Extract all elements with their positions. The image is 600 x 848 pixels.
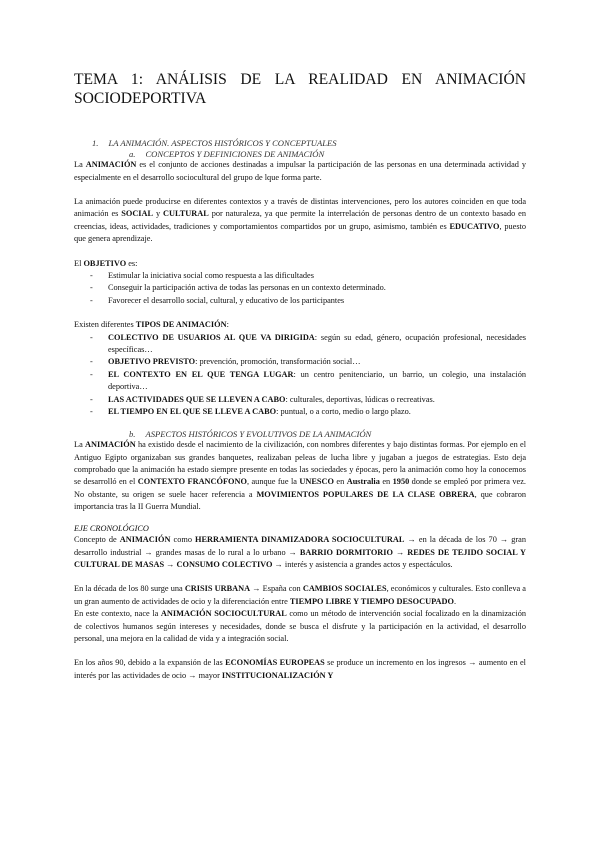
list-item	[74, 369, 526, 394]
bold-term: CONSUMO COLECTIVO	[176, 559, 273, 569]
text: en	[333, 477, 347, 487]
bold-term: MOVIMIENTOS POPULARES DE LA CLASE OBRERA	[256, 489, 475, 499]
text: es:	[126, 258, 138, 268]
subsection-heading-a	[74, 149, 526, 160]
paragraph-80s	[74, 583, 526, 608]
text: es el conjunto de acciones destinadas a impulsar la participación de las personas en una determinada actividad y especialmente en el desarrollo sociocultural del grupo de lque forma parte.	[74, 160, 527, 182]
page-title: TEMA 1: ANÁLISIS DE LA REALIDAD EN ANIMACIÓN SOCIODEPORTIVA	[74, 71, 526, 107]
list-item-text: : un centro penitenciario, un barrio, un colegio, una instalación deportiva…	[108, 369, 526, 392]
text: En los años 90, debido a la expansión de las	[74, 658, 226, 668]
list-item	[74, 356, 526, 368]
paragraph-tipos	[74, 319, 526, 331]
text: , aunque fue la	[246, 477, 300, 487]
list-item-text: : según su edad, género, ocupación profesional, necesidades específicas…	[108, 332, 526, 355]
list-item-text: : prevención, promoción, transformación social…	[195, 357, 361, 367]
list-item	[74, 394, 526, 406]
text: ha existido desde el nacimiento de la civilización, con nombres diferentes y bajo distintas formas. Por ejemplo en el Antiguo Egipto organizaban sus grandes banquetes, realizaban peleas de lucha libre y jugaban a juegos de estrategias. Esto deja comprobado que la animación ha estado siempre presente en todas las sociedades y épocas, pero la animación como hoy la conocemos se desarrolló en el	[74, 440, 526, 487]
bold-term: CONTEXTO FRANCÓFONO	[137, 477, 247, 487]
subsection-letter: a.	[129, 148, 136, 159]
paragraph-objetivo	[74, 258, 526, 270]
section-title: LA ANIMACIÓN. ASPECTOS HISTÓRICOS Y CONCEPTUALES	[108, 138, 337, 148]
text: El	[74, 258, 84, 268]
dash-bullet: -	[90, 394, 93, 404]
bold-term: UNESCO	[299, 477, 334, 487]
dash-bullet: -	[90, 295, 93, 305]
bold-term: OBJETIVO	[83, 258, 127, 268]
list-item-text: : culturales, deportivas, lúdicas o recreativas.	[285, 394, 435, 404]
bold-term: INSTITUCIONALIZACIÓN Y	[221, 670, 334, 680]
list-item	[74, 295, 526, 307]
text: Existen diferentes	[74, 320, 136, 330]
bold-term: REDES DE TEJIDO SOCIAL Y CULTURAL DE MASAS	[74, 547, 527, 569]
bold-term: SOCIAL	[121, 209, 154, 219]
text: como un método de intervención social focalizado en la dinamización de colectivos humanos según intereses y necesidades, donde se busca el disfrute y la participación en la actividad, el desarrollo personal, una mejora en la calidad de vida y a integración social.	[74, 609, 526, 643]
bold-term: ANIMACIÓN	[85, 440, 136, 450]
eje-cronologico-heading: EJE CRONOLÓGICO	[74, 523, 149, 533]
text: :	[226, 320, 229, 330]
paragraph-sociocultural	[74, 608, 526, 645]
list-item	[74, 270, 526, 282]
bold-term: EDUCATIVO	[449, 221, 500, 231]
text: →	[164, 559, 177, 569]
text: Concepto de	[74, 535, 120, 545]
text: donde se empleó por primera vez. No obstante, su origen se suele hacer referencia a	[74, 477, 526, 499]
bold-term: CAMBIOS SOCIALES	[302, 584, 387, 594]
text: → España con	[250, 584, 303, 594]
paragraph-70s	[74, 534, 526, 571]
dash-bullet: -	[90, 407, 93, 417]
bold-term: ANIMACIÓN SOCIOCULTURAL	[160, 609, 287, 619]
text: , económicos y culturales. Esto conlleva a un gran aumento de actividades de ocio y la diferenciación entre	[74, 584, 526, 606]
bold-term: ANIMACIÓN	[85, 160, 137, 170]
bold-term: EL TIEMPO EN EL QUE SE LLEVE A CABO	[108, 407, 277, 417]
objetivo-list	[74, 270, 526, 307]
bold-term: ECONOMÍAS EUROPEAS	[225, 658, 325, 668]
bold-term: COLECTIVO DE USUARIOS AL QUE VA DIRIGIDA	[108, 332, 315, 342]
dash-bullet: -	[90, 332, 93, 342]
subsection-title: CONCEPTOS Y DEFINICIONES DE ANIMACIÓN	[145, 148, 325, 159]
text: se produce un incremento en los ingresos → aumento en el interés por las actividades de ocio → mayor	[74, 658, 526, 680]
bold-term: 1950	[392, 477, 410, 487]
text: La animación puede producirse en diferentes contextos y a través de distintas intervenciones, pero los autores coinciden en que toda animación es	[74, 197, 526, 219]
bold-term: LAS ACTIVIDADES QUE SE LLEVEN A CABO	[108, 394, 286, 404]
paragraph-contexts	[74, 196, 526, 246]
text: , puesto que genera aprendizaje.	[74, 221, 527, 244]
bold-term: TIEMPO LIBRE Y TIEMPO DESOCUPADO	[289, 596, 454, 606]
bold-term: TIPOS DE ANIMACIÓN	[135, 320, 227, 330]
dash-bullet: -	[90, 283, 93, 293]
bold-term: CRISIS URBANA	[184, 584, 251, 594]
list-item-text: Estimular la iniciativa social como respuesta a las dificultades	[108, 271, 314, 281]
text: La	[74, 160, 86, 170]
text: como	[170, 535, 196, 545]
bold-term: BARRIO DORMITORIO	[299, 547, 393, 557]
dash-bullet: -	[90, 271, 93, 281]
text: La	[74, 440, 86, 450]
bold-term: Australia	[346, 477, 380, 487]
tipos-list	[74, 332, 526, 419]
text: y	[153, 209, 163, 219]
text: En la década de los 80 surge una	[74, 584, 185, 594]
text: → en la década de los 70 → gran desarrollo industrial → grandes masas de lo rural a lo urbano →	[74, 535, 527, 557]
paragraph-definition	[74, 159, 526, 184]
bold-term: EL CONTEXTO EN EL QUE TENGA LUGAR	[108, 369, 294, 379]
subsection-title: ASPECTOS HISTÓRICOS Y EVOLUTIVOS DE LA ANIMACIÓN	[145, 428, 372, 439]
text: → interés y asistencia a grandes actos y espectáculos.	[272, 559, 453, 569]
list-item	[74, 282, 526, 294]
list-item-text: Conseguir la participación activa de todas las personas en un contexto determinado.	[108, 283, 386, 293]
bold-term: CULTURAL	[163, 209, 209, 219]
list-item-text: : puntual, o a corto, medio o largo plazo.	[276, 407, 411, 417]
dash-bullet: -	[90, 369, 93, 379]
bold-term: HERRAMIENTA DINAMIZADORA SOCIOCULTURAL	[195, 535, 405, 545]
list-item-text: Favorecer el desarrollo social, cultural, y educativo de los participantes	[108, 295, 345, 305]
subsection-heading-b	[74, 429, 526, 440]
text: →	[392, 547, 408, 557]
paragraph-history	[74, 439, 526, 513]
document-body	[74, 70, 526, 682]
list-item	[74, 332, 526, 357]
list-item	[74, 406, 526, 418]
section-number: 1.	[92, 138, 99, 148]
text: en	[379, 477, 393, 487]
text: En este contexto, nace la	[74, 609, 161, 619]
bold-term: ANIMACIÓN	[119, 535, 171, 545]
paragraph-90s	[74, 657, 526, 682]
dash-bullet: -	[90, 357, 93, 367]
section-heading-1	[74, 138, 526, 149]
bold-term: OBJETIVO PREVISTO	[108, 357, 196, 367]
text: .	[453, 596, 457, 606]
subsection-letter: b.	[129, 428, 136, 439]
text: por naturaleza, ya que permite la interrelación de personas dentro de un contexto basado en creencias, ideas, actividades, tradiciones y comportamientos compartidos por un grupo, asimismo, también es	[74, 209, 526, 231]
text: , que cobraron importancia tras la II Guerra Mundial.	[74, 489, 526, 512]
